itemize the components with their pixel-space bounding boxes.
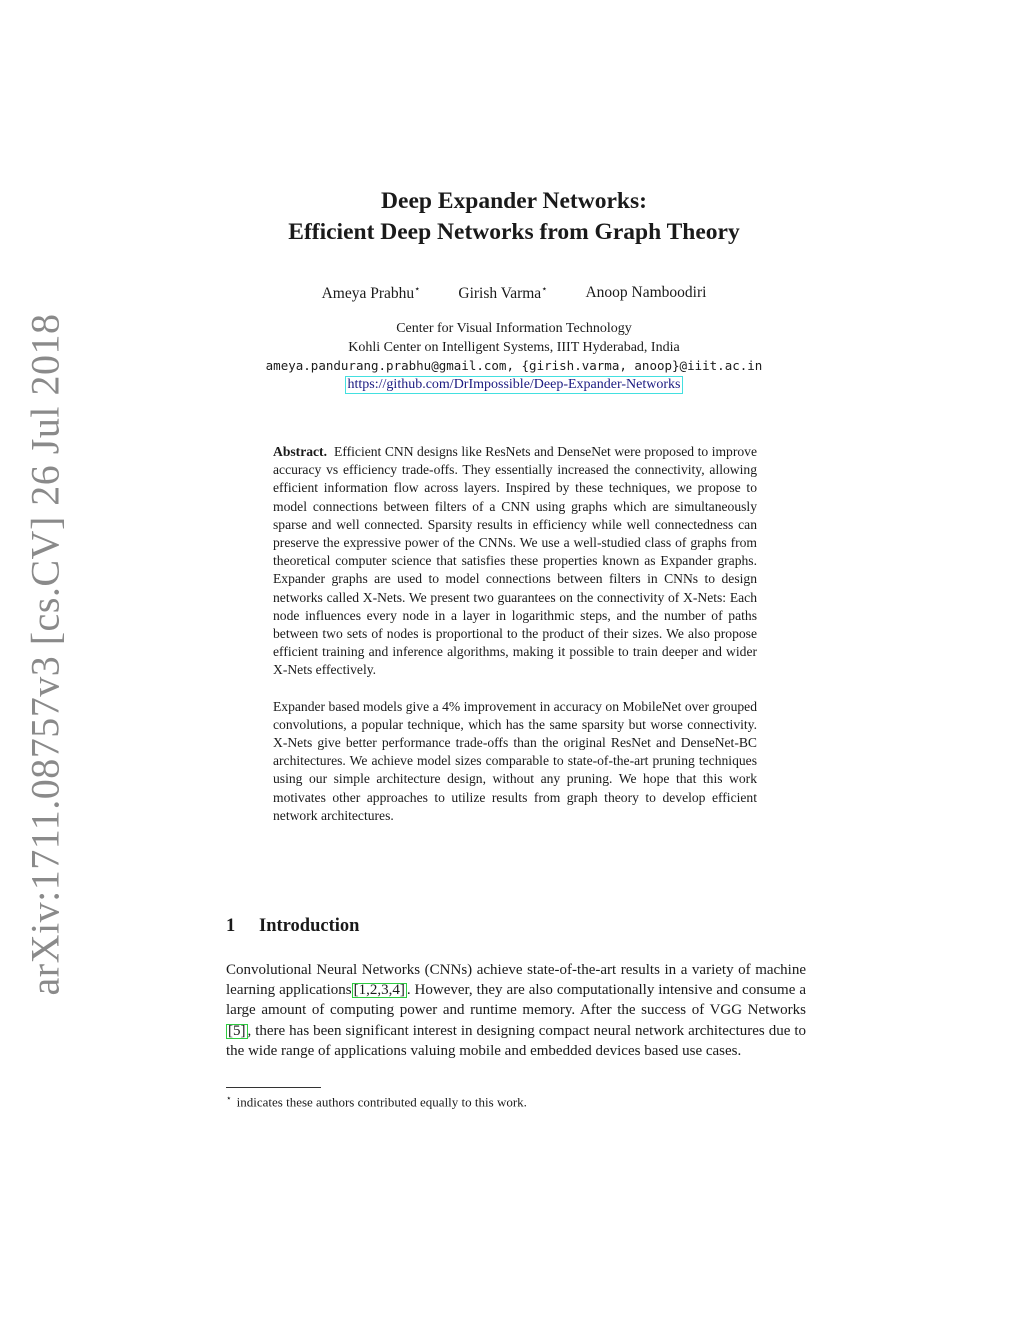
section-heading — [226, 916, 359, 937]
affiliation-line: Center for Visual Information Technology — [396, 321, 632, 336]
section-number: 1 — [226, 916, 236, 936]
citation-link[interactable]: [5] — [228, 1022, 246, 1039]
section-title: Introduction — [259, 916, 360, 936]
affiliation-block — [150, 320, 878, 394]
abstract-text: Efficient CNN designs like ResNets and DenseNet were proposed to improve accuracy vs efficiency trade-offs. They essentially increased the connectivity, allowing efficient information flow across layers. Inspired by these techniques, we propose to model connections between filters of a CNN using graphs which are simultaneously sparse and well connected. Sparsity results in efficiency while well connectedness can preserve the expressive power of the CNNs. We use a well-studied class of graphs from theoretical computer science that satisfies these properties known as Expander graphs. Expander graphs are used to model connections between filters in CNNs to design networks called X-Nets. We present two guarantees on the connectivity of X-Nets: Each node influences every node in a layer in logarithmic steps, and the number of paths between two sets of nodes is proportional to the product of their sizes. We also propose efficient training and inference algorithms, making it possible to train deeper and wider X-Nets effectively. — [273, 444, 757, 678]
body-text: , there has been significant interest in designing compact neural network architectures due to the wide range of applications valuing mobile and embedded devices based use cases. — [226, 1022, 806, 1059]
equal-contribution-mark: ⋆ — [414, 284, 421, 295]
author — [458, 284, 547, 303]
citation-link[interactable]: [1,2,3,4] — [353, 982, 405, 999]
equal-contribution-mark: ⋆ — [541, 284, 548, 295]
author-name: Ameya Prabhu — [321, 285, 415, 303]
title-line-2: Efficient Deep Networks from Graph Theory — [288, 219, 740, 245]
introduction-paragraph — [226, 960, 806, 1061]
abstract — [273, 443, 757, 825]
footnote-mark: ⋆ — [226, 1093, 232, 1103]
footnote — [226, 1093, 527, 1110]
author — [322, 284, 421, 303]
footnote-rule — [226, 1087, 321, 1088]
footnote-text: indicates these authors contributed equally to this work. — [236, 1094, 527, 1110]
abstract-label: Abstract. — [273, 444, 327, 459]
affiliation-line: Kohli Center on Intelligent Systems, IIIT Hyderabad, India — [348, 339, 680, 355]
author-name: Anoop Namboodiri — [585, 284, 707, 301]
code-repository-link[interactable]: https://github.com/DrImpossible/Deep-Expander-Networks — [345, 376, 684, 394]
author-name: Girish Varma — [458, 285, 542, 303]
author-emails: ameya.pandurang.prabhu@gmail.com, {girish.varma, anoop}@iiit.ac.in — [265, 358, 763, 373]
body-text: . However, they are also computationally intensive and consume a large amount of computing power and runtime memory. After the success of VGG Networks — [226, 982, 806, 1019]
body-text: Convolutional Neural Networks (CNNs) achieve state-of-the-art results in a variety of machine learning applications — [226, 962, 806, 999]
author — [585, 284, 706, 303]
author-list — [150, 284, 878, 303]
abstract-paragraph: Expander based models give a 4% improvement in accuracy on MobileNet over grouped convolutions, a popular technique, which has the same sparsity but worse connectivity. X-Nets give better performance trade-offs than the original ResNet and DenseNet-BC architectures. We achieve model sizes comparable to state-of-the-art pruning techniques using our simple architecture design, without any pruning. We hope that this work motivates other approaches to utilize results from graph theory to develop efficient network architectures. — [273, 698, 757, 823]
title-line-1: Deep Expander Networks: — [381, 188, 647, 214]
arxiv-identifier — [22, 313, 68, 995]
arxiv-identifier-text: arXiv:1711.08757v3 [cs.CV] 26 Jul 2018 — [22, 313, 68, 995]
abstract-paragraph — [273, 443, 757, 680]
paper-title — [150, 186, 878, 248]
